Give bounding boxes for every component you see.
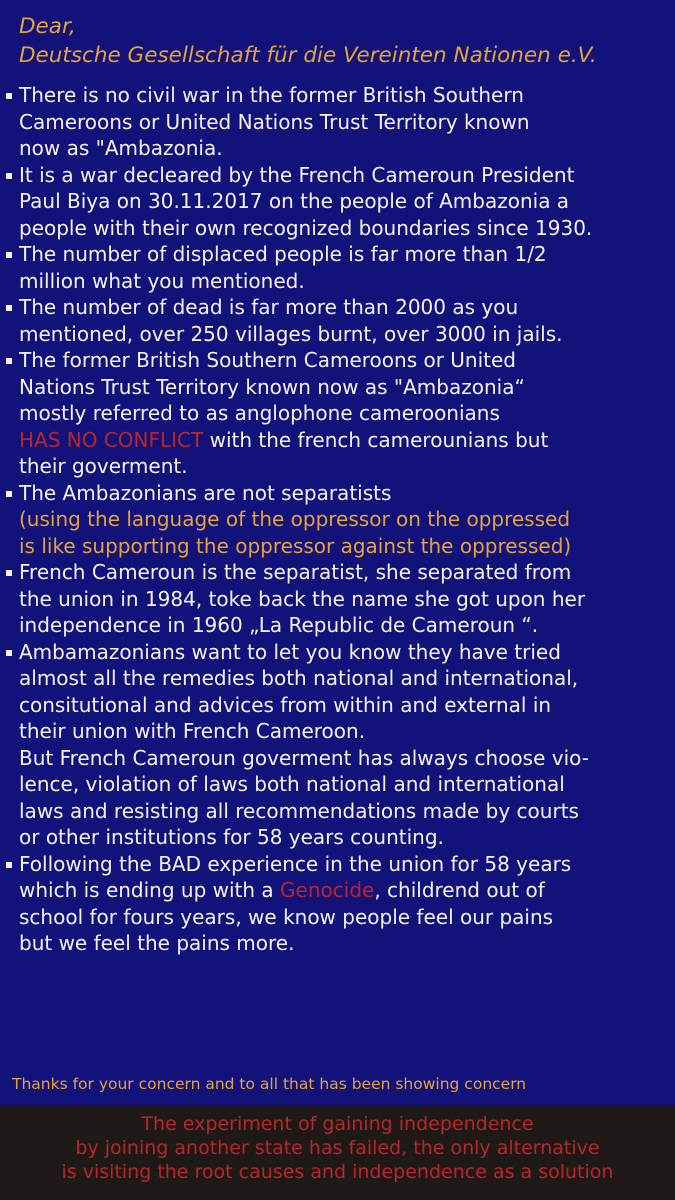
square-bullet-icon: [6, 93, 12, 99]
item-text: Ambamazonians want to let you know they have tried: [19, 639, 561, 664]
item-text: people with their own recognized boundaries since 1930.: [19, 215, 593, 240]
item-text: The number of displaced people is far more than 1/2: [19, 242, 547, 266]
item-text: laws and resisting all recommendations made by courts: [19, 798, 579, 823]
square-bullet-icon: [6, 862, 12, 868]
item-text: school for fours years, we know people feel our pains: [19, 904, 554, 929]
item-text: But French Cameroun goverment has always choose vio-: [19, 745, 589, 770]
item-text: There is no civil war in the former British Southern: [19, 83, 524, 107]
list-item: [0, 162, 675, 242]
item-text: mentioned, over 250 villages burnt, over 3000 in jails.: [19, 321, 563, 346]
item-text: with the french camerounians but: [203, 427, 549, 452]
square-bullet-icon: [6, 650, 12, 656]
square-bullet-icon: [6, 305, 12, 311]
bullet-list: [0, 82, 675, 957]
footer-line: by joining another state has failed, the only alternative: [75, 1137, 600, 1159]
item-text: but we feel the pains more.: [19, 931, 295, 955]
list-item: [0, 851, 675, 957]
closing-thanks: Thanks for your concern and to all that has been showing concern: [12, 1075, 527, 1093]
item-text: million what you mentioned.: [19, 268, 305, 293]
item-text: , childrend out of: [374, 878, 545, 902]
item-text: which is ending up with a: [19, 878, 281, 902]
item-text: mostly referred to as anglophone cameroonians: [19, 401, 500, 425]
item-text: Paul Biya on 30.11.2017 on the people of Ambazonia a: [19, 189, 570, 213]
greeting: [19, 12, 597, 70]
square-bullet-icon: [6, 358, 12, 364]
item-text: independence in 1960 „La Republic de Cameroun “.: [19, 613, 539, 637]
item-text: or other institutions for 58 years counting.: [19, 825, 444, 849]
square-bullet-icon: [6, 252, 12, 258]
item-note: is like supporting the oppressor against the oppressed): [19, 533, 572, 558]
square-bullet-icon: [6, 491, 12, 497]
list-item: [0, 82, 675, 162]
item-text: Cameroons or United Nations Trust Territory known: [19, 109, 530, 134]
item-text: It is a war decleared by the French Cameroun President: [19, 162, 575, 187]
item-text: their goverment.: [19, 454, 188, 478]
item-text: their union with French Cameroon.: [19, 719, 366, 743]
list-item: [0, 559, 675, 639]
list-item: [0, 347, 675, 480]
list-item: [0, 480, 675, 560]
footer-line: is visiting the root causes and independence as a solution: [61, 1161, 614, 1183]
item-text-with-highlight: [19, 427, 675, 454]
item-text: the union in 1984, toke back the name she got upon her: [19, 586, 586, 611]
list-item: [0, 639, 675, 851]
footer-banner: [0, 1105, 675, 1200]
highlight-genocide: Genocide: [280, 878, 375, 902]
item-text: Nations Trust Territory known now as "Ambazonia“: [19, 374, 525, 399]
item-note: (using the language of the oppressor on the oppressed: [19, 507, 571, 531]
square-bullet-icon: [6, 570, 12, 576]
item-text: almost all the remedies both national and international,: [19, 666, 579, 690]
footer-line: The experiment of gaining independence: [141, 1113, 534, 1135]
item-text-with-highlight: [19, 877, 675, 904]
item-text: consitutional and advices from within and external in: [19, 692, 552, 717]
item-text: Following the BAD experience in the union for 58 years: [19, 851, 572, 876]
square-bullet-icon: [6, 173, 12, 179]
item-text: The Ambazonians are not separatists: [19, 480, 392, 505]
list-item: [0, 241, 675, 294]
item-text: French Cameroun is the separatist, she separated from: [19, 560, 572, 584]
item-text: The former British Southern Cameroons or United: [19, 348, 517, 372]
item-text: The number of dead is far more than 2000 as you: [19, 295, 519, 319]
greeting-recipient: Deutsche Gesellschaft für die Vereinten Nationen e.V.: [19, 43, 597, 68]
greeting-salutation: Dear,: [19, 14, 76, 39]
highlight-no-conflict: HAS NO CONFLICT: [19, 427, 204, 452]
list-item: [0, 294, 675, 347]
item-text: now as "Ambazonia.: [19, 136, 223, 160]
item-text: lence, violation of laws both national and international: [19, 772, 565, 796]
